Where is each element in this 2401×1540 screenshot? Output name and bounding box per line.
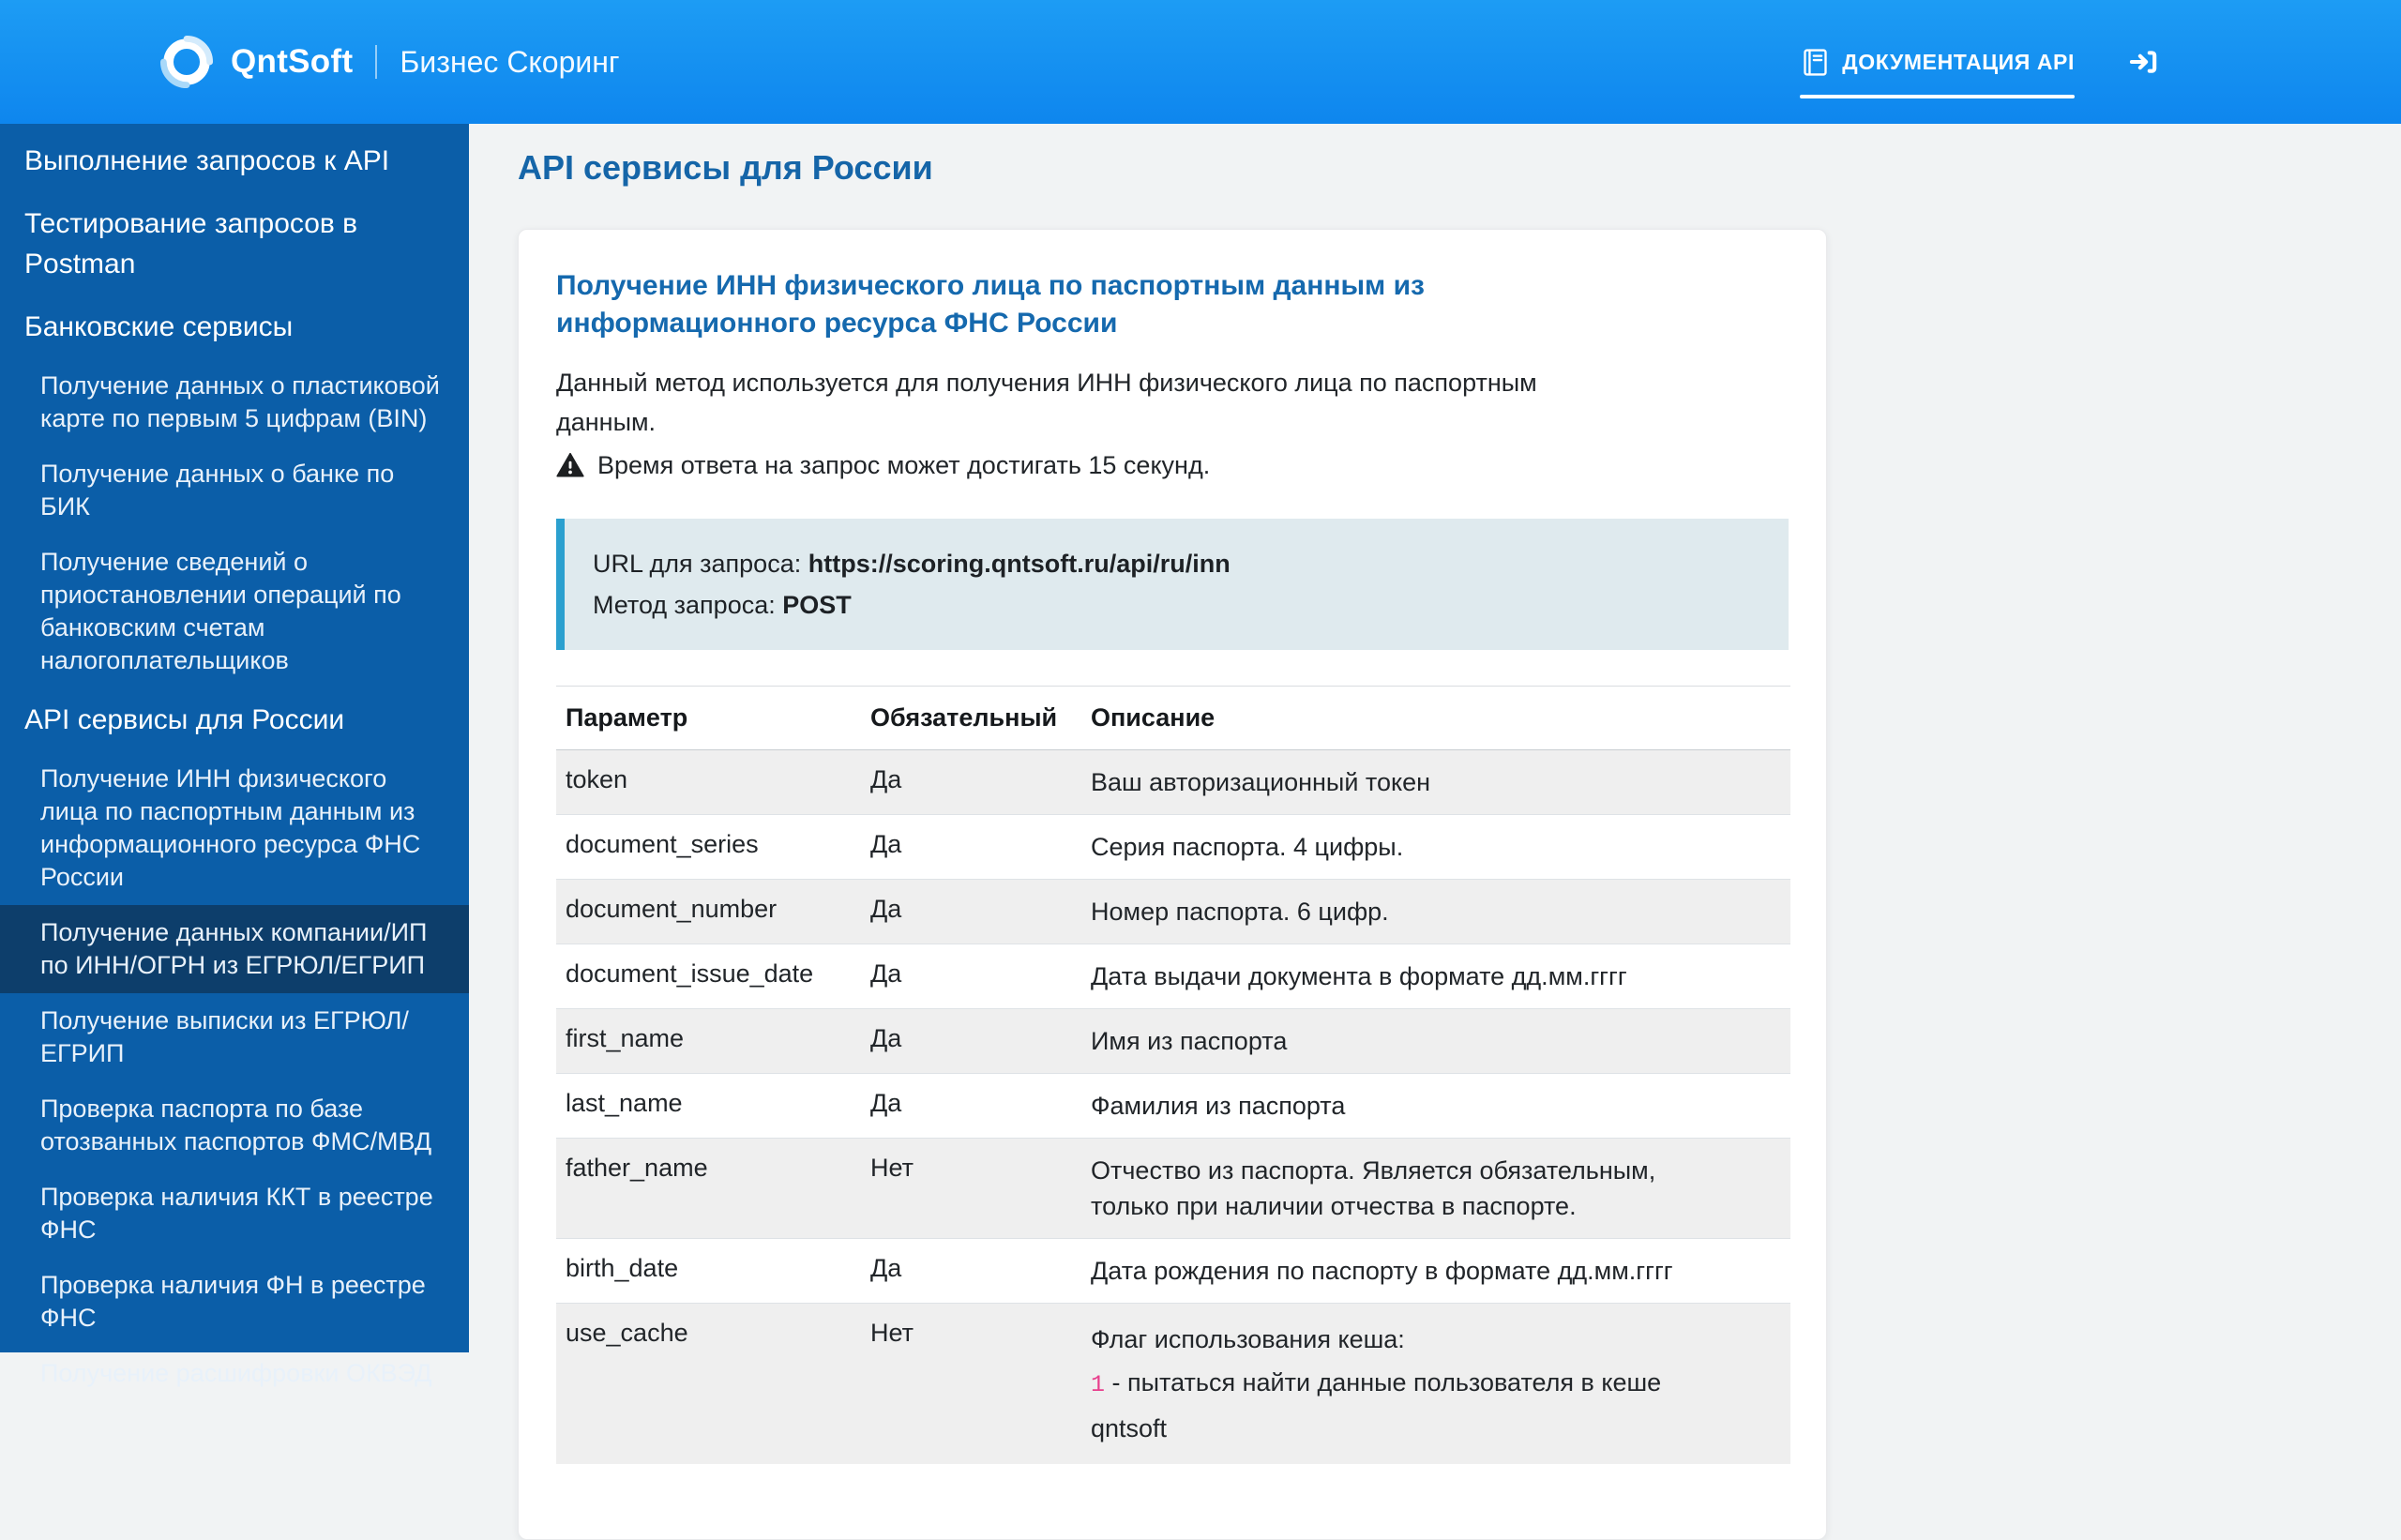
sidebar-item[interactable]: Тестирование запросов в Postman	[24, 208, 358, 279]
param-required-cell: Да	[861, 1009, 1081, 1074]
brand-divider	[375, 45, 377, 79]
param-required-cell: Нет	[861, 1139, 1081, 1239]
param-required-cell: Да	[861, 1074, 1081, 1139]
param-name-cell: document_series	[556, 815, 861, 880]
sidebar-nav	[0, 124, 469, 1401]
param-description-cell: Дата выдачи документа в формате дд.мм.гггг	[1081, 944, 1790, 1009]
documentation-api-link[interactable]	[1800, 47, 2075, 78]
parameter-row	[556, 1139, 1790, 1239]
qntsoft-logo-icon	[159, 35, 214, 89]
request-url-value: https://scoring.qntsoft.ru/api/ru/inn	[808, 550, 1231, 578]
page-title: API сервисы для России	[518, 148, 933, 187]
param-description-cell: Дата рождения по паспорту в формате дд.мм.гггг	[1081, 1239, 1790, 1304]
brand-name: QntSoft	[231, 43, 354, 80]
main-content	[469, 124, 2401, 1442]
app-header	[0, 0, 2401, 124]
param-required-cell: Да	[861, 880, 1081, 944]
request-url-line	[593, 543, 1760, 584]
warning-icon	[556, 451, 584, 479]
sign-in-icon	[2127, 46, 2159, 78]
sidebar-item[interactable]: Выполнение запросов к API	[24, 145, 390, 176]
sidebar	[0, 124, 469, 1387]
param-name-cell: token	[556, 750, 861, 815]
param-name-cell: last_name	[556, 1074, 861, 1139]
sidebar-item[interactable]: Проверка паспорта по базе отозванных паспортов ФМС/МВД	[40, 1095, 432, 1155]
sidebar-item-active[interactable]: Получение данных компании/ИП по ИНН/ОГРН из ЕГРЮЛ/ЕГРИП	[0, 905, 469, 993]
column-header-description: Описание	[1081, 687, 1790, 750]
parameter-row	[556, 750, 1790, 815]
api-method-card	[518, 229, 1827, 1540]
param-required-cell: Да	[861, 1239, 1081, 1304]
method-title: Получение ИНН физического лица по паспортным данным из информационного ресурса ФНС России	[556, 270, 1425, 339]
request-url-label: URL для запроса:	[593, 550, 802, 578]
sidebar-item[interactable]: API сервисы для России	[24, 704, 345, 735]
request-info-callout	[556, 519, 1789, 650]
param-description-cell: Номер паспорта. 6 цифр.	[1081, 880, 1790, 944]
request-method-label: Метод запроса:	[593, 591, 776, 619]
param-name-cell: birth_date	[556, 1239, 861, 1304]
book-icon	[1800, 47, 1831, 78]
header-nav	[1800, 46, 2159, 78]
parameter-row	[556, 944, 1790, 1009]
sidebar-item[interactable]: Получение выписки из ЕГРЮЛ/ЕГРИП	[40, 1006, 409, 1067]
parameter-row	[556, 1074, 1790, 1139]
parameters-table-header-row	[556, 687, 1790, 750]
parameter-row	[556, 815, 1790, 880]
parameter-row	[556, 1009, 1790, 1074]
param-description-cell: Серия паспорта. 4 цифры.	[1081, 815, 1790, 880]
param-description-cell: Отчество из паспорта. Является обязательным, только при наличии отчества в паспорте.	[1081, 1139, 1790, 1239]
code-value: 1	[1091, 1371, 1106, 1398]
param-description-cell: Ваш авторизационный токен	[1081, 750, 1790, 815]
sidebar-item[interactable]: Банковские сервисы	[24, 311, 294, 342]
brand	[159, 35, 620, 89]
column-header-required: Обязательный	[861, 687, 1081, 750]
param-name-cell: father_name	[556, 1139, 861, 1239]
param-name-cell: first_name	[556, 1009, 861, 1074]
parameter-row	[556, 1239, 1790, 1304]
sidebar-item[interactable]: Получение данных о пластиковой карте по первым 5 цифрам (BIN)	[40, 371, 440, 432]
method-description: Данный метод используется для получения ИНН физического лица по паспортным данным.	[556, 369, 1537, 436]
param-required-cell: Да	[861, 815, 1081, 880]
sidebar-item[interactable]: Получение расшифровки ОКВЭД	[40, 1359, 432, 1387]
column-header-param: Параметр	[556, 687, 861, 750]
request-method-line	[593, 584, 1760, 626]
sidebar-item[interactable]: Получение сведений о приостановлении операций по банковским счетам налогоплательщиков	[40, 548, 401, 674]
parameter-row	[556, 880, 1790, 944]
warning-text: Время ответа на запрос может достигать 15 секунд.	[597, 451, 1211, 479]
response-time-warning	[556, 445, 1789, 485]
sidebar-item[interactable]: Получение ИНН физического лица по паспортным данным из информационного ресурса ФНС России	[40, 764, 421, 891]
sidebar-item[interactable]: Получение данных о банке по БИК	[40, 460, 395, 521]
param-required-cell: Нет	[861, 1304, 1081, 1465]
param-name-cell: use_cache	[556, 1304, 861, 1465]
param-description-cell: Фамилия из паспорта	[1081, 1074, 1790, 1139]
param-required-cell: Да	[861, 944, 1081, 1009]
login-button[interactable]	[2127, 46, 2159, 78]
sidebar-item[interactable]: Проверка наличия ККТ в реестре ФНС	[40, 1183, 433, 1244]
param-description-cell: Имя из паспорта	[1081, 1009, 1790, 1074]
param-name-cell: document_issue_date	[556, 944, 861, 1009]
parameters-table	[556, 686, 1790, 1464]
documentation-api-label: ДОКУМЕНТАЦИЯ API	[1842, 49, 2075, 74]
sidebar-item[interactable]: Проверка наличия ФН в реестре ФНС	[40, 1271, 426, 1332]
param-description-cell: Флаг использования кеша: 1 - пытаться найти данные пользователя в кеше qntsoft	[1081, 1304, 1790, 1465]
parameter-row	[556, 1304, 1790, 1465]
brand-subtitle: Бизнес Скоринг	[400, 44, 620, 79]
parameters-tbody	[556, 750, 1790, 1465]
param-required-cell: Да	[861, 750, 1081, 815]
request-method-value: POST	[782, 591, 852, 619]
param-name-cell: document_number	[556, 880, 861, 944]
